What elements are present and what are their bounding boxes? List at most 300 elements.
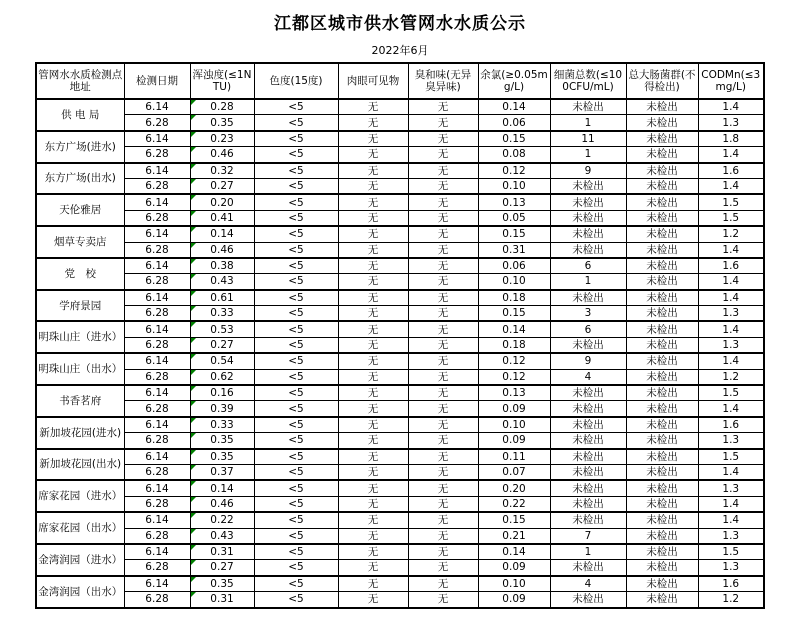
chlorine-cell: 0.05 xyxy=(478,210,550,226)
odor-cell: 无 xyxy=(408,242,478,258)
turbidity-value: 0.16 xyxy=(210,387,234,400)
visible-cell: 无 xyxy=(338,210,408,226)
table-row xyxy=(36,290,764,306)
excel-error-triangle-icon xyxy=(191,529,196,534)
coliform-cell: 未检出 xyxy=(626,560,698,576)
excel-error-triangle-icon xyxy=(191,179,196,184)
odor-cell: 无 xyxy=(408,592,478,608)
coliform-cell: 未检出 xyxy=(626,528,698,544)
location-cell: 天伦雅居 xyxy=(36,194,124,226)
odor-cell: 无 xyxy=(408,385,478,401)
codmn-cell: 1.4 xyxy=(698,512,764,528)
turbidity-value: 0.35 xyxy=(210,577,234,590)
odor-cell: 无 xyxy=(408,290,478,306)
table-row xyxy=(36,433,764,449)
location-cell: 明珠山庄（进水） xyxy=(36,321,124,353)
excel-error-triangle-icon xyxy=(191,274,196,279)
date-cell: 6.28 xyxy=(124,178,190,194)
bacteria-cell: 未检出 xyxy=(550,226,626,242)
coliform-cell: 未检出 xyxy=(626,401,698,417)
coliform-cell: 未检出 xyxy=(626,210,698,226)
date-cell: 6.14 xyxy=(124,353,190,369)
excel-error-triangle-icon xyxy=(191,450,196,455)
coliform-cell: 未检出 xyxy=(626,337,698,353)
visible-cell: 无 xyxy=(338,512,408,528)
location-cell: 党 校 xyxy=(36,258,124,290)
color-cell: <5 xyxy=(254,528,338,544)
turbidity-cell xyxy=(190,337,254,353)
header-odor-taste: 臭和味(无异臭异味) xyxy=(408,63,478,99)
color-cell: <5 xyxy=(254,131,338,147)
visible-cell: 无 xyxy=(338,321,408,337)
location-cell: 新加坡花园(进水) xyxy=(36,417,124,449)
coliform-cell: 未检出 xyxy=(626,449,698,465)
bacteria-cell: 未检出 xyxy=(550,290,626,306)
header-test-date: 检测日期 xyxy=(124,63,190,99)
date-cell: 6.28 xyxy=(124,401,190,417)
date-cell: 6.28 xyxy=(124,210,190,226)
chlorine-cell: 0.31 xyxy=(478,242,550,258)
bacteria-cell: 4 xyxy=(550,576,626,592)
turbidity-value: 0.35 xyxy=(210,434,234,447)
odor-cell: 无 xyxy=(408,178,478,194)
odor-cell: 无 xyxy=(408,544,478,560)
odor-cell: 无 xyxy=(408,449,478,465)
visible-cell: 无 xyxy=(338,242,408,258)
table-row xyxy=(36,544,764,560)
date-cell: 6.28 xyxy=(124,560,190,576)
color-cell: <5 xyxy=(254,480,338,496)
color-cell: <5 xyxy=(254,178,338,194)
header-color: 色度(15度) xyxy=(254,63,338,99)
visible-cell: 无 xyxy=(338,258,408,274)
visible-cell: 无 xyxy=(338,369,408,385)
turbidity-cell xyxy=(190,131,254,147)
codmn-cell: 1.6 xyxy=(698,576,764,592)
chlorine-cell: 0.10 xyxy=(478,576,550,592)
turbidity-value: 0.20 xyxy=(210,196,234,209)
turbidity-value: 0.32 xyxy=(210,164,234,177)
color-cell: <5 xyxy=(254,306,338,322)
odor-cell: 无 xyxy=(408,480,478,496)
date-cell: 6.14 xyxy=(124,385,190,401)
coliform-cell: 未检出 xyxy=(626,385,698,401)
bacteria-cell: 7 xyxy=(550,528,626,544)
table-row xyxy=(36,163,764,179)
odor-cell: 无 xyxy=(408,496,478,512)
coliform-cell: 未检出 xyxy=(626,99,698,115)
chlorine-cell: 0.12 xyxy=(478,163,550,179)
chlorine-cell: 0.14 xyxy=(478,321,550,337)
odor-cell: 无 xyxy=(408,337,478,353)
color-cell: <5 xyxy=(254,560,338,576)
bacteria-cell: 1 xyxy=(550,544,626,560)
chlorine-cell: 0.09 xyxy=(478,433,550,449)
chlorine-cell: 0.06 xyxy=(478,258,550,274)
odor-cell: 无 xyxy=(408,464,478,480)
table-row xyxy=(36,99,764,115)
turbidity-cell xyxy=(190,226,254,242)
header-bacteria-count: 细菌总数(≤100CFU/mL) xyxy=(550,63,626,99)
excel-error-triangle-icon xyxy=(191,545,196,550)
visible-cell: 无 xyxy=(338,560,408,576)
turbidity-value: 0.35 xyxy=(210,450,234,463)
turbidity-value: 0.27 xyxy=(210,561,234,574)
turbidity-value: 0.28 xyxy=(210,101,234,114)
excel-error-triangle-icon xyxy=(191,322,196,327)
bacteria-cell: 未检出 xyxy=(550,512,626,528)
location-cell: 学府景园 xyxy=(36,290,124,322)
excel-error-triangle-icon xyxy=(191,306,196,311)
codmn-cell: 1.5 xyxy=(698,385,764,401)
table-row xyxy=(36,560,764,576)
chlorine-cell: 0.15 xyxy=(478,306,550,322)
chlorine-cell: 0.09 xyxy=(478,560,550,576)
codmn-cell: 1.2 xyxy=(698,369,764,385)
header-location: 管网水水质检测点地址 xyxy=(36,63,124,99)
visible-cell: 无 xyxy=(338,385,408,401)
turbidity-cell xyxy=(190,353,254,369)
bacteria-cell: 6 xyxy=(550,258,626,274)
turbidity-cell xyxy=(190,369,254,385)
excel-error-triangle-icon xyxy=(191,497,196,502)
visible-cell: 无 xyxy=(338,226,408,242)
table-row xyxy=(36,528,764,544)
date-cell: 6.14 xyxy=(124,417,190,433)
chlorine-cell: 0.15 xyxy=(478,226,550,242)
chlorine-cell: 0.18 xyxy=(478,337,550,353)
location-cell: 烟草专卖店 xyxy=(36,226,124,258)
odor-cell: 无 xyxy=(408,560,478,576)
turbidity-cell xyxy=(190,210,254,226)
turbidity-value: 0.14 xyxy=(210,482,234,495)
turbidity-value: 0.14 xyxy=(210,228,234,241)
table-row xyxy=(36,512,764,528)
date-cell: 6.28 xyxy=(124,115,190,131)
date-cell: 6.14 xyxy=(124,194,190,210)
turbidity-cell xyxy=(190,242,254,258)
coliform-cell: 未检出 xyxy=(626,544,698,560)
date-cell: 6.28 xyxy=(124,528,190,544)
location-cell: 金湾润园（出水） xyxy=(36,576,124,608)
excel-error-triangle-icon xyxy=(191,259,196,264)
excel-error-triangle-icon xyxy=(191,592,196,597)
turbidity-value: 0.46 xyxy=(210,243,234,256)
table-row xyxy=(36,115,764,131)
codmn-cell: 1.4 xyxy=(698,99,764,115)
color-cell: <5 xyxy=(254,163,338,179)
table-header-row xyxy=(36,63,764,99)
visible-cell: 无 xyxy=(338,147,408,163)
color-cell: <5 xyxy=(254,242,338,258)
codmn-cell: 1.4 xyxy=(698,464,764,480)
color-cell: <5 xyxy=(254,496,338,512)
codmn-cell: 1.4 xyxy=(698,353,764,369)
table-row xyxy=(36,258,764,274)
turbidity-value: 0.35 xyxy=(210,116,234,129)
table-row xyxy=(36,417,764,433)
visible-cell: 无 xyxy=(338,290,408,306)
excel-error-triangle-icon xyxy=(191,243,196,248)
chlorine-cell: 0.10 xyxy=(478,178,550,194)
bacteria-cell: 未检出 xyxy=(550,449,626,465)
bacteria-cell: 未检出 xyxy=(550,496,626,512)
table-row xyxy=(36,226,764,242)
color-cell: <5 xyxy=(254,353,338,369)
turbidity-value: 0.53 xyxy=(210,323,234,336)
coliform-cell: 未检出 xyxy=(626,433,698,449)
odor-cell: 无 xyxy=(408,274,478,290)
turbidity-cell xyxy=(190,464,254,480)
bacteria-cell: 1 xyxy=(550,274,626,290)
turbidity-cell xyxy=(190,401,254,417)
coliform-cell: 未检出 xyxy=(626,369,698,385)
excel-error-triangle-icon xyxy=(191,354,196,359)
excel-error-triangle-icon xyxy=(191,227,196,232)
table-row xyxy=(36,147,764,163)
table-row xyxy=(36,464,764,480)
codmn-cell: 1.6 xyxy=(698,258,764,274)
turbidity-cell xyxy=(190,258,254,274)
codmn-cell: 1.4 xyxy=(698,496,764,512)
bacteria-cell: 未检出 xyxy=(550,464,626,480)
excel-error-triangle-icon xyxy=(191,115,196,120)
date-cell: 6.28 xyxy=(124,369,190,385)
table-row xyxy=(36,210,764,226)
location-cell: 东方广场(出水) xyxy=(36,163,124,195)
turbidity-value: 0.46 xyxy=(210,148,234,161)
table-row xyxy=(36,401,764,417)
date-cell: 6.14 xyxy=(124,290,190,306)
chlorine-cell: 0.12 xyxy=(478,353,550,369)
bacteria-cell: 未检出 xyxy=(550,480,626,496)
color-cell: <5 xyxy=(254,512,338,528)
turbidity-cell xyxy=(190,163,254,179)
date-cell: 6.28 xyxy=(124,147,190,163)
coliform-cell: 未检出 xyxy=(626,194,698,210)
odor-cell: 无 xyxy=(408,401,478,417)
color-cell: <5 xyxy=(254,258,338,274)
table-row xyxy=(36,274,764,290)
visible-cell: 无 xyxy=(338,464,408,480)
date-cell: 6.28 xyxy=(124,496,190,512)
odor-cell: 无 xyxy=(408,369,478,385)
coliform-cell: 未检出 xyxy=(626,290,698,306)
codmn-cell: 1.2 xyxy=(698,226,764,242)
bacteria-cell: 6 xyxy=(550,321,626,337)
date-cell: 6.14 xyxy=(124,99,190,115)
turbidity-value: 0.31 xyxy=(210,593,234,606)
turbidity-value: 0.62 xyxy=(210,370,234,383)
color-cell: <5 xyxy=(254,592,338,608)
turbidity-cell xyxy=(190,321,254,337)
table-row xyxy=(36,369,764,385)
visible-cell: 无 xyxy=(338,163,408,179)
turbidity-cell xyxy=(190,433,254,449)
chlorine-cell: 0.15 xyxy=(478,512,550,528)
color-cell: <5 xyxy=(254,290,338,306)
header-visible-matter: 肉眼可见物 xyxy=(338,63,408,99)
codmn-cell: 1.6 xyxy=(698,417,764,433)
table-row xyxy=(36,242,764,258)
visible-cell: 无 xyxy=(338,480,408,496)
excel-error-triangle-icon xyxy=(191,560,196,565)
turbidity-cell xyxy=(190,147,254,163)
chlorine-cell: 0.08 xyxy=(478,147,550,163)
table-row xyxy=(36,449,764,465)
turbidity-cell xyxy=(190,99,254,115)
color-cell: <5 xyxy=(254,544,338,560)
location-cell: 东方广场(进水) xyxy=(36,131,124,163)
coliform-cell: 未检出 xyxy=(626,496,698,512)
codmn-cell: 1.4 xyxy=(698,178,764,194)
coliform-cell: 未检出 xyxy=(626,131,698,147)
coliform-cell: 未检出 xyxy=(626,417,698,433)
date-cell: 6.28 xyxy=(124,306,190,322)
turbidity-cell xyxy=(190,449,254,465)
turbidity-cell xyxy=(190,560,254,576)
coliform-cell: 未检出 xyxy=(626,163,698,179)
chlorine-cell: 0.12 xyxy=(478,369,550,385)
table-row xyxy=(36,337,764,353)
color-cell: <5 xyxy=(254,147,338,163)
visible-cell: 无 xyxy=(338,528,408,544)
codmn-cell: 1.4 xyxy=(698,401,764,417)
bacteria-cell: 未检出 xyxy=(550,592,626,608)
coliform-cell: 未检出 xyxy=(626,576,698,592)
date-cell: 6.14 xyxy=(124,480,190,496)
table-row xyxy=(36,480,764,496)
chlorine-cell: 0.07 xyxy=(478,464,550,480)
excel-error-triangle-icon xyxy=(191,481,196,486)
chlorine-cell: 0.15 xyxy=(478,131,550,147)
bacteria-cell: 未检出 xyxy=(550,433,626,449)
bacteria-cell: 未检出 xyxy=(550,242,626,258)
bacteria-cell: 未检出 xyxy=(550,99,626,115)
excel-error-triangle-icon xyxy=(191,433,196,438)
visible-cell: 无 xyxy=(338,449,408,465)
codmn-cell: 1.3 xyxy=(698,433,764,449)
codmn-cell: 1.4 xyxy=(698,242,764,258)
codmn-cell: 1.3 xyxy=(698,480,764,496)
odor-cell: 无 xyxy=(408,131,478,147)
turbidity-cell xyxy=(190,417,254,433)
bacteria-cell: 1 xyxy=(550,115,626,131)
visible-cell: 无 xyxy=(338,178,408,194)
date-cell: 6.28 xyxy=(124,242,190,258)
chlorine-cell: 0.22 xyxy=(478,496,550,512)
codmn-cell: 1.4 xyxy=(698,290,764,306)
date-cell: 6.14 xyxy=(124,449,190,465)
date-cell: 6.28 xyxy=(124,464,190,480)
codmn-cell: 1.3 xyxy=(698,560,764,576)
codmn-cell: 1.2 xyxy=(698,592,764,608)
odor-cell: 无 xyxy=(408,147,478,163)
turbidity-cell xyxy=(190,576,254,592)
turbidity-value: 0.38 xyxy=(210,260,234,273)
header-turbidity: 浑浊度(≤1NTU) xyxy=(190,63,254,99)
codmn-cell: 1.5 xyxy=(698,194,764,210)
color-cell: <5 xyxy=(254,449,338,465)
turbidity-value: 0.33 xyxy=(210,307,234,320)
color-cell: <5 xyxy=(254,337,338,353)
turbidity-value: 0.33 xyxy=(210,418,234,431)
turbidity-cell xyxy=(190,512,254,528)
codmn-cell: 1.3 xyxy=(698,528,764,544)
table-row xyxy=(36,576,764,592)
codmn-cell: 1.5 xyxy=(698,544,764,560)
chlorine-cell: 0.10 xyxy=(478,274,550,290)
date-cell: 6.14 xyxy=(124,512,190,528)
date-cell: 6.28 xyxy=(124,274,190,290)
turbidity-cell xyxy=(190,592,254,608)
turbidity-cell xyxy=(190,385,254,401)
excel-error-triangle-icon xyxy=(191,577,196,582)
date-cell: 6.14 xyxy=(124,544,190,560)
codmn-cell: 1.4 xyxy=(698,274,764,290)
color-cell: <5 xyxy=(254,433,338,449)
odor-cell: 无 xyxy=(408,194,478,210)
turbidity-cell xyxy=(190,480,254,496)
coliform-cell: 未检出 xyxy=(626,258,698,274)
chlorine-cell: 0.18 xyxy=(478,290,550,306)
water-quality-table xyxy=(35,62,765,609)
location-cell: 席家花园（出水） xyxy=(36,512,124,544)
visible-cell: 无 xyxy=(338,115,408,131)
turbidity-value: 0.43 xyxy=(210,275,234,288)
odor-cell: 无 xyxy=(408,210,478,226)
turbidity-value: 0.27 xyxy=(210,339,234,352)
color-cell: <5 xyxy=(254,321,338,337)
coliform-cell: 未检出 xyxy=(626,274,698,290)
turbidity-cell xyxy=(190,115,254,131)
odor-cell: 无 xyxy=(408,353,478,369)
table-row xyxy=(36,131,764,147)
color-cell: <5 xyxy=(254,385,338,401)
excel-error-triangle-icon xyxy=(191,465,196,470)
color-cell: <5 xyxy=(254,401,338,417)
date-cell: 6.14 xyxy=(124,131,190,147)
bacteria-cell: 未检出 xyxy=(550,337,626,353)
chlorine-cell: 0.09 xyxy=(478,592,550,608)
bacteria-cell: 未检出 xyxy=(550,210,626,226)
bacteria-cell: 11 xyxy=(550,131,626,147)
coliform-cell: 未检出 xyxy=(626,226,698,242)
visible-cell: 无 xyxy=(338,337,408,353)
table-row xyxy=(36,321,764,337)
turbidity-cell xyxy=(190,544,254,560)
excel-error-triangle-icon xyxy=(191,211,196,216)
date-cell: 6.14 xyxy=(124,321,190,337)
date-cell: 6.28 xyxy=(124,337,190,353)
codmn-cell: 1.6 xyxy=(698,163,764,179)
bacteria-cell: 未检出 xyxy=(550,194,626,210)
chlorine-cell: 0.06 xyxy=(478,115,550,131)
color-cell: <5 xyxy=(254,576,338,592)
excel-error-triangle-icon xyxy=(191,195,196,200)
chlorine-cell: 0.09 xyxy=(478,401,550,417)
date-cell: 6.28 xyxy=(124,433,190,449)
coliform-cell: 未检出 xyxy=(626,321,698,337)
header-residual-chlorine: 余氯(≥0.05mg/L) xyxy=(478,63,550,99)
codmn-cell: 1.8 xyxy=(698,131,764,147)
table-row xyxy=(36,385,764,401)
codmn-cell: 1.3 xyxy=(698,337,764,353)
visible-cell: 无 xyxy=(338,131,408,147)
coliform-cell: 未检出 xyxy=(626,592,698,608)
location-cell: 席家花园（进水） xyxy=(36,480,124,512)
table-row xyxy=(36,496,764,512)
